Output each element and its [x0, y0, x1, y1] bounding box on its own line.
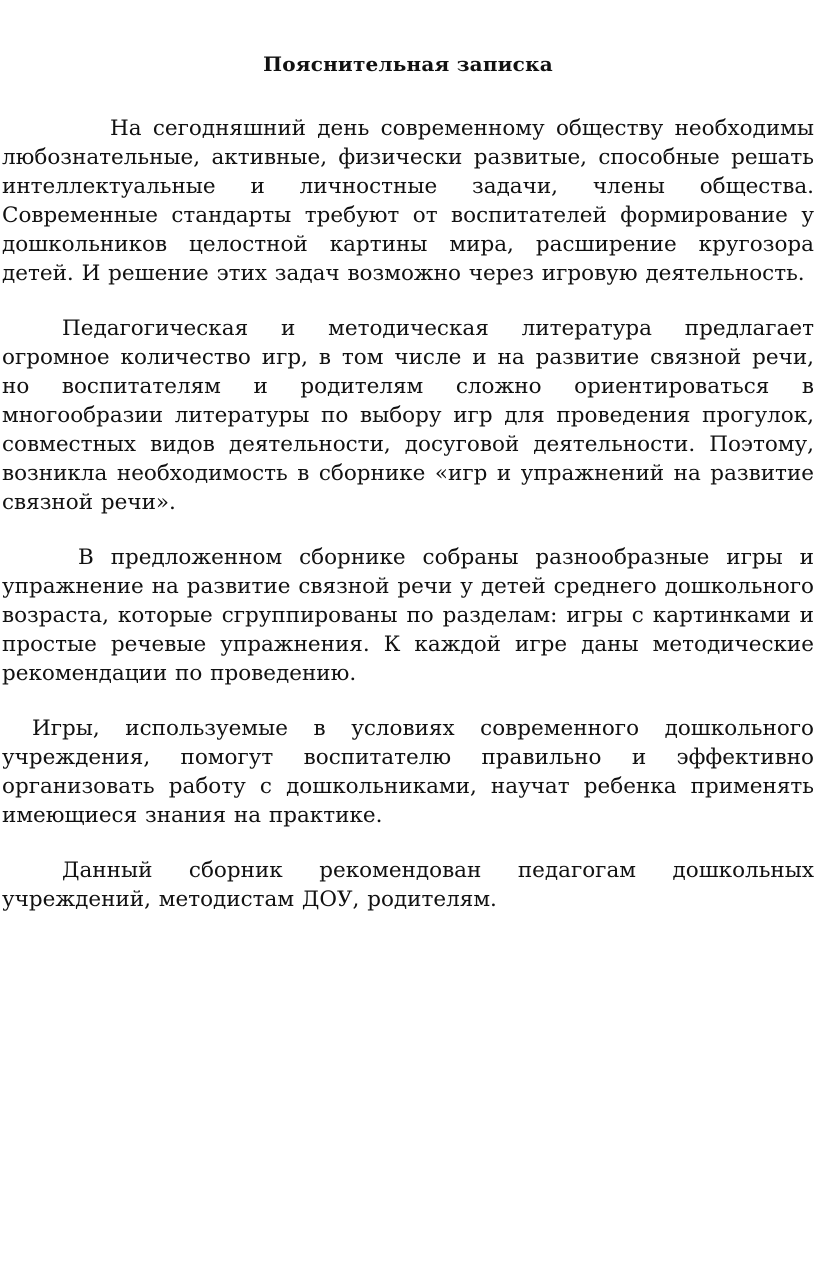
paragraph-recommendation: Данный сборник рекомендован педагогам дошкольных учреждений, методистам ДОУ, родителям.	[2, 858, 814, 912]
paragraph-usage: Игры, используемые в условиях современного дошкольного учреждения, помогут воспитателю правильно и эффективно организовать работу с дошкольниками, научат ребенка применять имеющиеся знания на практике.	[2, 716, 814, 828]
paragraph-literature: Педагогическая и методическая литература предлагает огромное количество игр, в том числе и на развитие связной речи, но воспитателям и родителям сложно ориентироваться в многообразии литературы по выбору игр для проведения прогулок, совместных видов деятельности, досуговой деятельности. Поэтому, возникла необходимость в сборнике «игр и упражнений на развитие связной речи».	[2, 316, 814, 515]
paragraph-intro: На сегодняшний день современному обществу необходимы любознательные, активные, физически развитые, способные решать интеллектуальные и личностные задачи, члены общества. Современные стандарты требуют от воспитателей формирование у дошкольников целостной картины мира, расширение кругозора детей. И решение этих задач возможно через игровую деятельность.	[2, 116, 814, 286]
document-title: Пояснительная записка	[263, 52, 553, 76]
paragraph-collection: В предложенном сборнике собраны разнообразные игры и упражнение на развитие связной речи у детей среднего дошкольного возраста, которые сгруппированы по разделам: игры с картинками и простые речевые упражнения. К каждой игре даны методические рекомендации по проведению.	[2, 545, 814, 686]
